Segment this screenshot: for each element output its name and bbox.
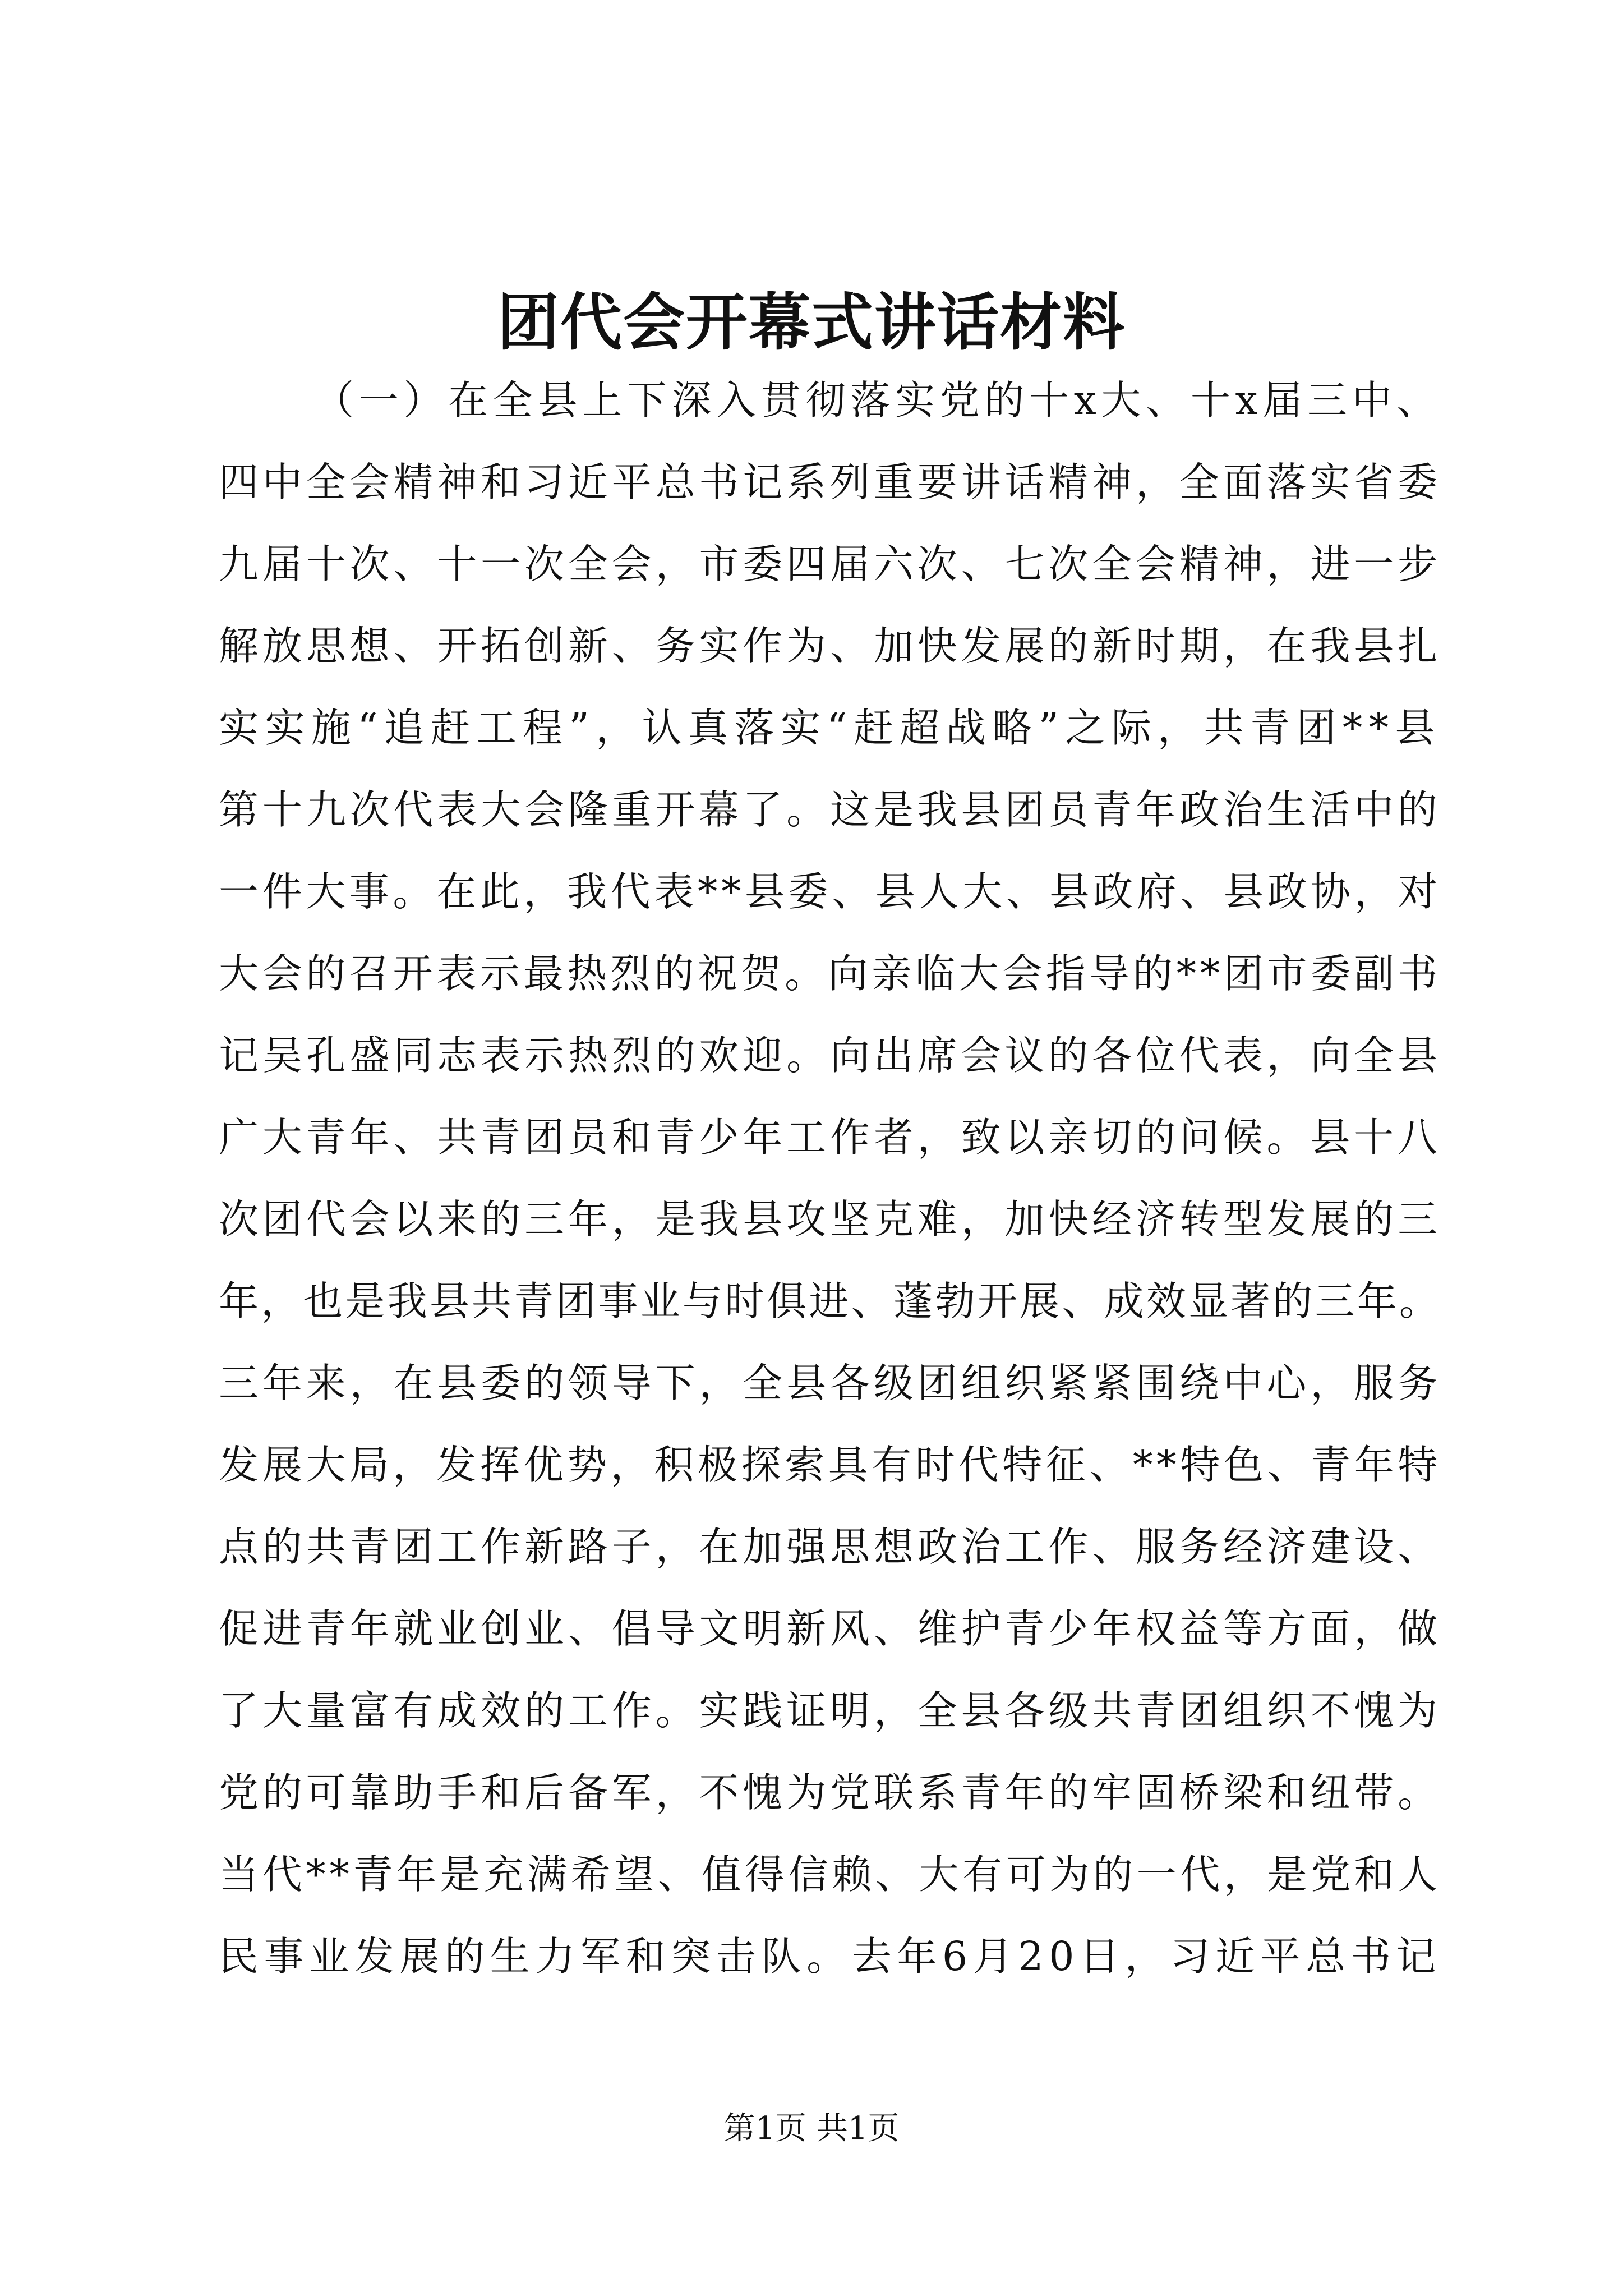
paragraph-line: 一件大事。在此，我代表**县委、县人大、县政府、县政协，对 xyxy=(219,868,1441,915)
paragraph-line: 发展大局，发挥优势，积极探索具有时代特征、**特色、青年特 xyxy=(219,1442,1441,1488)
paragraph-line: 三年来，在县委的领导下，全县各级团组织紧紧围绕中心，服务 xyxy=(219,1360,1441,1406)
paragraph-line: 九届十次、十一次全会，市委四届六次、七次全会精神，进一步 xyxy=(219,541,1441,587)
paragraph-line: 广大青年、共青团员和青少年工作者，致以亲切的问候。县十八 xyxy=(219,1114,1441,1161)
paragraph-line: 次团代会以来的三年，是我县攻坚克难，加快经济转型发展的三 xyxy=(219,1196,1441,1243)
paragraph-line: 实实施“追赶工程”，认真落实“赶超战略”之际，共青团**县 xyxy=(219,705,1441,751)
page-footer xyxy=(0,2109,1623,2148)
document-title: 团代会开幕式讲话材料 xyxy=(497,286,1126,358)
paragraph-line: 当代**青年是充满希望、值得信赖、大有可为的一代，是党和人 xyxy=(219,1851,1441,1898)
paragraph-line: 第十九次代表大会隆重开幕了。这是我县团员青年政治生活中的 xyxy=(219,786,1441,833)
paragraph-line: 了大量富有成效的工作。实践证明，全县各级共青团组织不愧为 xyxy=(219,1687,1441,1734)
paragraph-line: 记吴孔盛同志表示热烈的欢迎。向出席会议的各位代表，向全县 xyxy=(219,1032,1441,1079)
paragraph-line: 民事业发展的生力军和突击队。去年6月20日，习近平总书记 xyxy=(219,1933,1441,1980)
paragraph-line: 年，也是我县共青团事业与时俱进、蓬勃开展、成效显著的三年。 xyxy=(219,1278,1441,1324)
paragraph-line: 四中全会精神和习近平总书记系列重要讲话精神，全面落实省委 xyxy=(219,459,1441,505)
paragraph-line: 促进青年就业创业、倡导文明新风、维护青少年权益等方面，做 xyxy=(219,1605,1441,1652)
paragraph-line: 点的共青团工作新路子，在加强思想政治工作、服务经济建设、 xyxy=(219,1524,1441,1570)
paragraph-line: 解放思想、开拓创新、务实作为、加快发展的新时期，在我县扎 xyxy=(219,623,1441,669)
paragraph-line: （一）在全县上下深入贯彻落实党的十x大、十x届三中、 xyxy=(314,377,1441,424)
paragraph-line: 党的可靠助手和后备军，不愧为党联系青年的牢固桥梁和纽带。 xyxy=(219,1769,1441,1816)
page-number: 第1页 共1页 xyxy=(723,2110,900,2147)
paragraph-line: 大会的召开表示最热烈的祝贺。向亲临大会指导的**团市委副书 xyxy=(219,950,1441,997)
